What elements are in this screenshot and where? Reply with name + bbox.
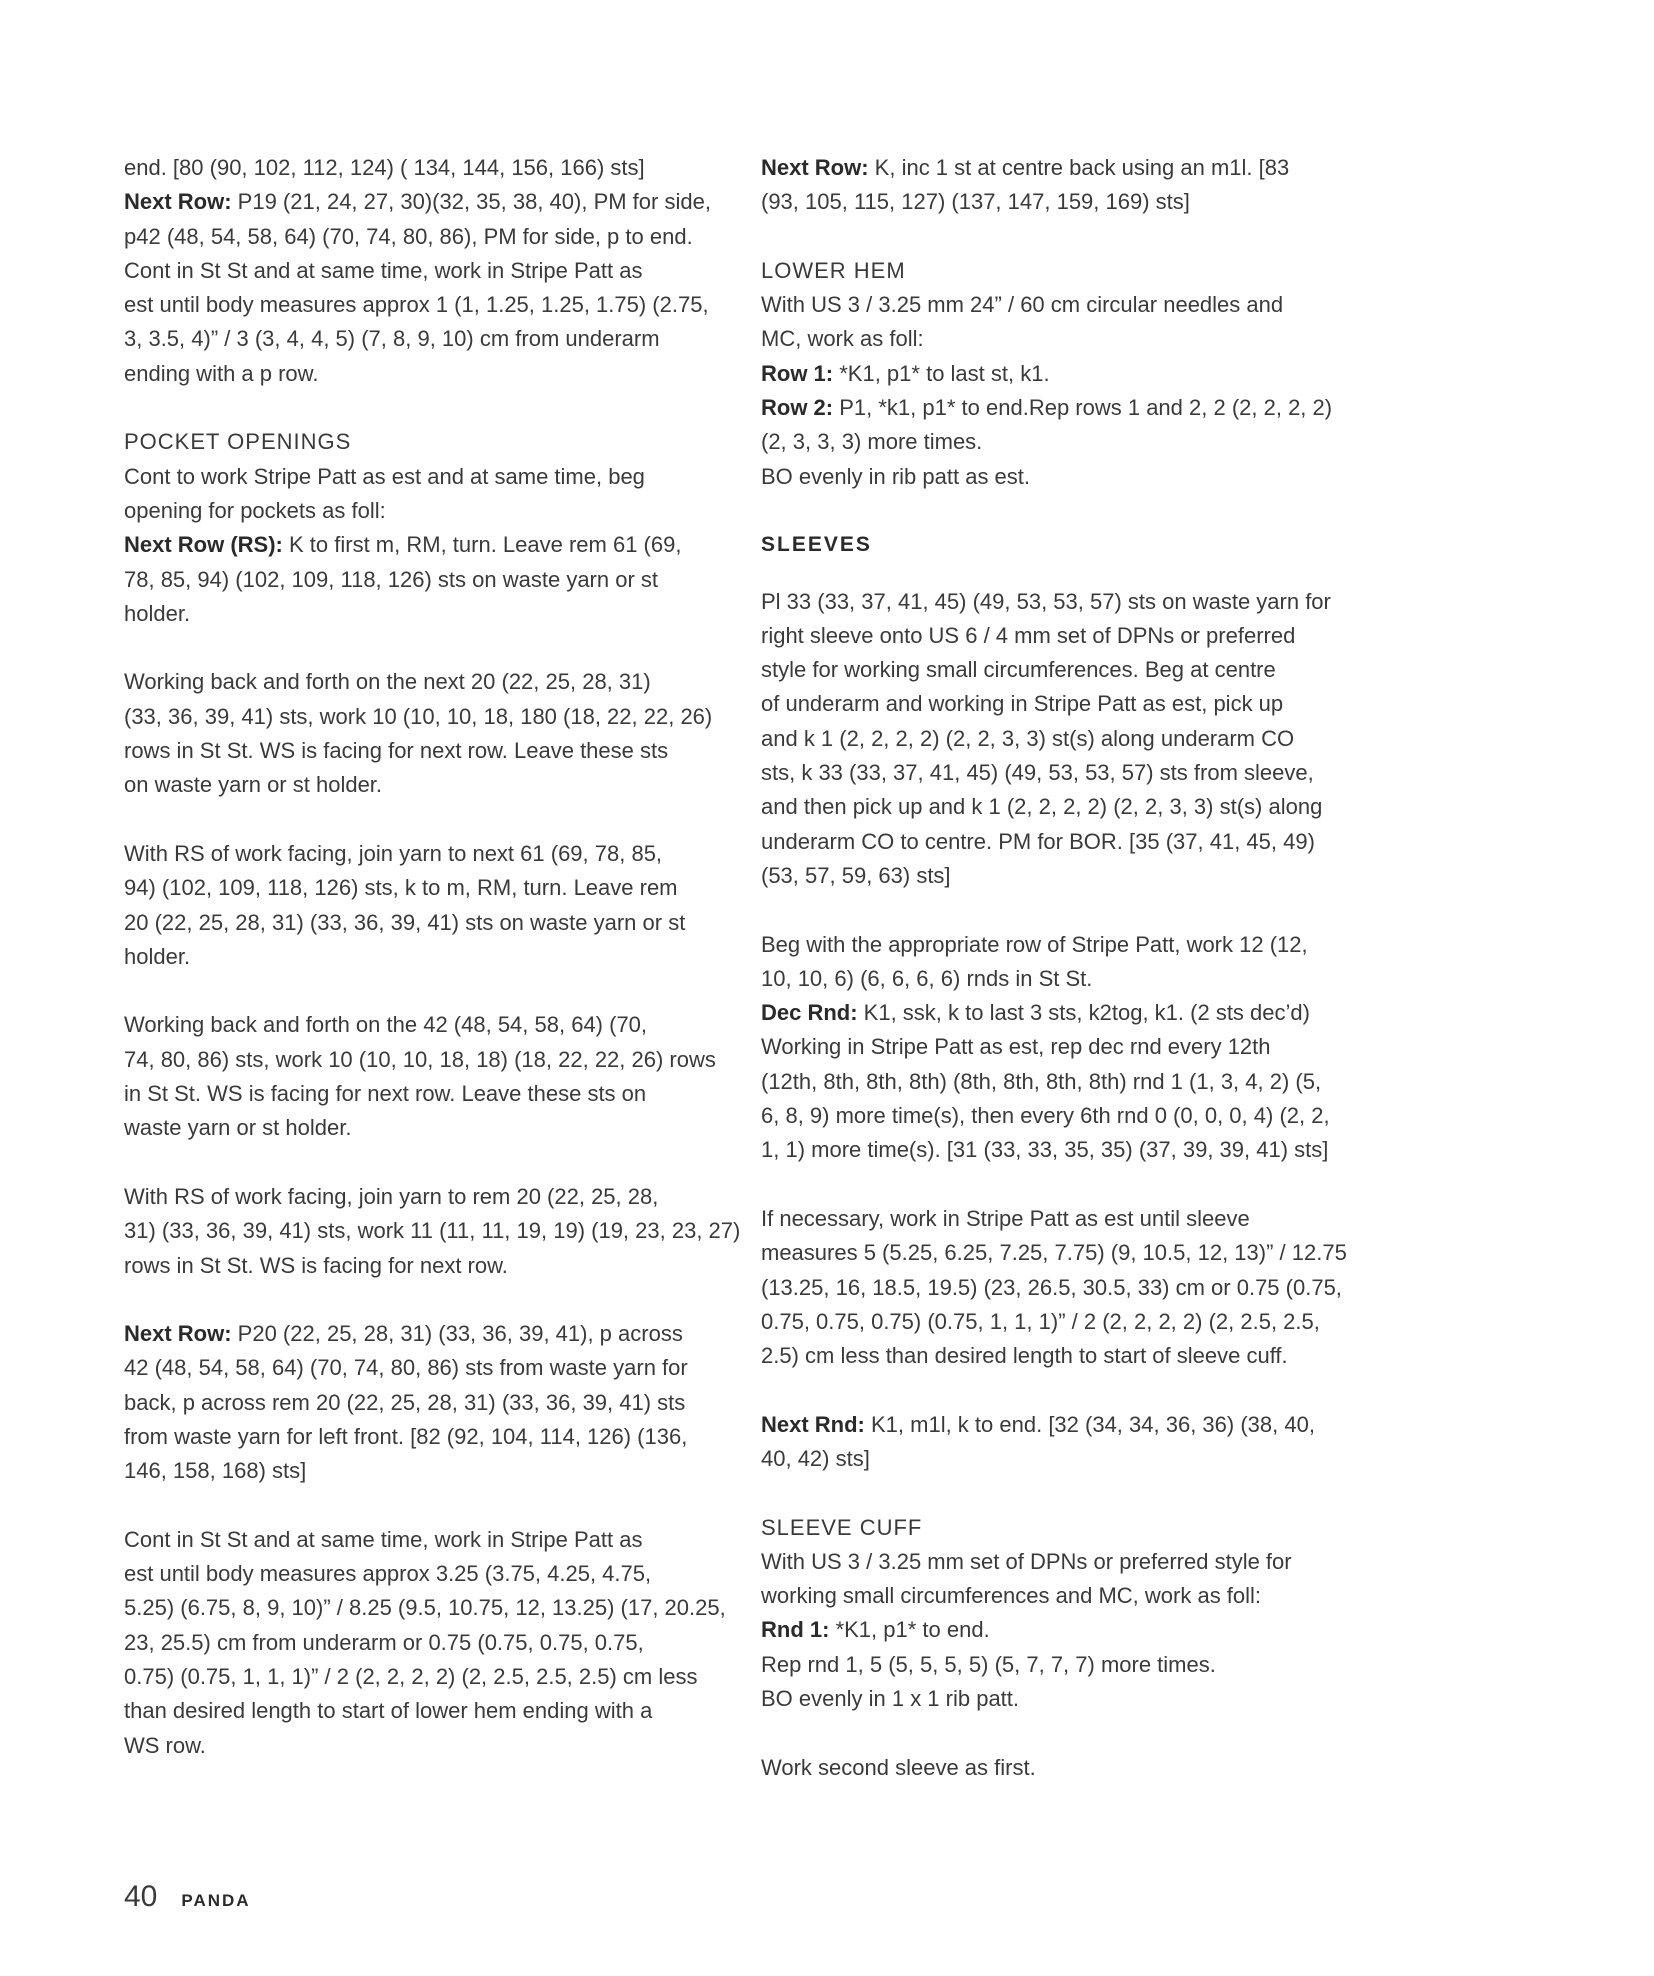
text-line [124, 1111, 724, 1145]
line-text: K to first m, RM, turn. Leave rem 61 (69, [282, 532, 682, 558]
bold-label: Row 1: [761, 360, 834, 386]
text-line [124, 1557, 724, 1591]
bold-label: Next Row: [761, 155, 869, 180]
line-text: 78, 85, 94) (102, 109, 118, 126) sts on waste yarn or st [124, 566, 659, 592]
line-text: waste yarn or st holder. [124, 1115, 352, 1141]
text-line [124, 185, 724, 219]
text-line [761, 1202, 1361, 1236]
text-line [761, 722, 1361, 756]
text-line [124, 837, 724, 871]
text-line [761, 391, 1361, 425]
line-text: (93, 105, 115, 127) (137, 147, 159, 169) sts] [761, 189, 1190, 215]
line-text: in St St. WS is facing for next row. Leave these sts on [124, 1081, 647, 1107]
text-line [124, 528, 724, 562]
text-line [761, 1579, 1361, 1613]
left-para-2 [124, 460, 724, 631]
text-line [124, 460, 724, 494]
line-text: 146, 158, 168) sts] [124, 1458, 307, 1484]
right-para-8 [761, 1751, 1361, 1785]
text-line [124, 734, 724, 768]
line-text: 10, 10, 6) (6, 6, 6, 6) rnds in St St. [761, 965, 1093, 991]
text-line [761, 928, 1361, 962]
text-line [761, 1133, 1361, 1167]
text-line [124, 871, 724, 905]
line-text: P20 (22, 25, 28, 31) (33, 36, 39, 41), p across [231, 1321, 683, 1347]
line-text: Working back and forth on the next 20 (22, 25, 28, 31) [124, 669, 651, 695]
right-para-4 [761, 928, 1361, 1168]
text-line [761, 425, 1361, 459]
text-line [761, 357, 1361, 391]
line-text: 5.25) (6.75, 8, 9, 10)” / 8.25 (9.5, 10.75, 12, 13.25) (17, 20.25, [124, 1595, 726, 1621]
sleeve-cuff-heading: SLEEVE CUFF [761, 1514, 923, 1540]
line-text: P1, *k1, p1* to end.Rep rows 1 and 2, 2 (2, 2, 2, 2) [833, 395, 1333, 421]
text-line [124, 1729, 724, 1763]
text-line [761, 619, 1361, 653]
right-para-7 [761, 1545, 1361, 1716]
text-line [124, 288, 724, 322]
text-line [124, 597, 724, 631]
text-line [124, 700, 724, 734]
text-line [761, 1099, 1361, 1133]
text-line [761, 756, 1361, 790]
line-text: rows in St St. WS is facing for next row. [124, 1252, 508, 1278]
right-para-3 [761, 585, 1361, 894]
right-para-2 [761, 288, 1361, 494]
line-text: ending with a p row. [124, 360, 319, 386]
line-text: *K1, p1* to end. [829, 1617, 990, 1643]
text-line [124, 1694, 724, 1728]
line-text: end. [80 (90, 102, 112, 124) ( 134, 144, 156, 166) sts] [124, 155, 645, 180]
line-text: 94) (102, 109, 118, 126) sts, k to m, RM, turn. Leave rem [124, 875, 678, 901]
line-text: 1, 1) more time(s). [31 (33, 33, 35, 35) (37, 39, 39, 41) sts] [761, 1137, 1329, 1163]
line-text: Rep rnd 1, 5 (5, 5, 5, 5) (5, 7, 7, 7) more times. [761, 1651, 1216, 1677]
left-para-4 [124, 837, 724, 974]
text-line [124, 665, 724, 699]
text-line [761, 1648, 1361, 1682]
text-line [761, 962, 1361, 996]
line-text: right sleeve onto US 6 / 4 mm set of DPNs or preferred [761, 622, 1296, 648]
line-text: Pl 33 (33, 37, 41, 45) (49, 53, 53, 57) sts on waste yarn for [761, 588, 1331, 614]
line-text: Cont in St St and at same time, work in Stripe Patt as [124, 1526, 643, 1552]
bold-label: Next Rnd: [761, 1411, 865, 1437]
line-text: With US 3 / 3.25 mm set of DPNs or preferred style for [761, 1548, 1292, 1574]
text-line [124, 357, 724, 391]
text-line [761, 1545, 1361, 1579]
line-text: (33, 36, 39, 41) sts, work 10 (10, 10, 18, 180 (18, 22, 22, 26) [124, 703, 713, 729]
lower-hem-heading: LOWER HEM [761, 257, 906, 283]
text-line [124, 1386, 724, 1420]
line-text: Cont to work Stripe Patt as est and at same time, beg [124, 463, 645, 489]
line-text: than desired length to start of lower hem ending with a [124, 1698, 653, 1724]
text-line [124, 1351, 724, 1385]
bold-label: Row 2: [761, 395, 834, 421]
line-text: underarm CO to centre. PM for BOR. [35 (37, 41, 45, 49) [761, 828, 1315, 854]
text-line [761, 185, 1361, 219]
line-text: style for working small circumferences. Beg at centre [761, 657, 1276, 683]
line-text: Working back and forth on the 42 (48, 54, 58, 64) (70, [124, 1012, 648, 1038]
right-para-5 [761, 1202, 1361, 1373]
line-text: 40, 42) sts] [761, 1445, 870, 1471]
line-text: 0.75, 0.75, 0.75) (0.75, 1, 1, 1)” / 2 (2, 2, 2, 2) (2, 2.5, 2.5, [761, 1308, 1320, 1334]
text-line [124, 1660, 724, 1694]
text-line [124, 1317, 724, 1351]
text-line [761, 1408, 1361, 1442]
left-column [124, 151, 741, 1763]
line-text: K1, m1l, k to end. [32 (34, 34, 36, 36) (38, 40, [864, 1411, 1315, 1437]
line-text: back, p across rem 20 (22, 25, 28, 31) (33, 36, 39, 41) sts [124, 1389, 686, 1415]
text-line [761, 322, 1361, 356]
line-text: 23, 25.5) cm from underarm or 0.75 (0.75, 0.75, 0.75, [124, 1629, 644, 1655]
page-number: 40 [124, 1880, 158, 1913]
text-line [761, 1305, 1361, 1339]
right-column [761, 151, 1361, 1785]
text-line [124, 1626, 724, 1660]
text-line [761, 825, 1361, 859]
text-line [761, 996, 1361, 1030]
text-line [124, 1249, 724, 1283]
text-line [761, 1613, 1361, 1647]
line-text: measures 5 (5.25, 6.25, 7.25, 7.75) (9, 10.5, 12, 13)” / 12.75 [761, 1240, 1347, 1266]
line-text: (12th, 8th, 8th, 8th) (8th, 8th, 8th, 8th) rnd 1 (1, 3, 4, 2) (5, [761, 1068, 1322, 1094]
text-line [124, 563, 724, 597]
text-line [761, 1030, 1361, 1064]
text-line [124, 1043, 724, 1077]
pocket-openings-heading: POCKET OPENINGS [124, 429, 352, 455]
line-text: 6, 8, 9) more time(s), then every 6th rnd 0 (0, 0, 0, 4) (2, 2, [761, 1103, 1330, 1129]
page-footer [124, 1880, 251, 1914]
line-text: WS row. [124, 1732, 206, 1758]
line-text: est until body measures approx 1 (1, 1.25, 1.25, 1.75) (2.75, [124, 292, 709, 318]
line-text: and then pick up and k 1 (2, 2, 2, 2) (2, 2, 3, 3) st(s) along [761, 794, 1323, 820]
left-para-8 [124, 1523, 724, 1763]
line-text: MC, work as foll: [761, 326, 924, 352]
line-text: Work second sleeve as first. [761, 1754, 1036, 1780]
text-line [124, 1420, 724, 1454]
text-line [124, 1008, 724, 1042]
line-text: holder. [124, 600, 191, 626]
text-line [761, 1751, 1361, 1785]
text-line [124, 1077, 724, 1111]
line-text: (53, 57, 59, 63) sts] [761, 862, 951, 888]
line-text: holder. [124, 943, 191, 969]
left-para-7 [124, 1317, 724, 1488]
line-text: 3, 3.5, 4)” / 3 (3, 4, 4, 5) (7, 8, 9, 10) cm from underarm [124, 326, 660, 352]
line-text: *K1, p1* to last st, k1. [833, 360, 1050, 386]
bold-label: Next Row: [124, 1321, 232, 1347]
line-text: K1, ssk, k to last 3 sts, k2tog, k1. (2 sts dec’d) [857, 1000, 1310, 1026]
text-line [761, 653, 1361, 687]
bold-label: Next Row (RS): [124, 532, 283, 558]
text-line [124, 1591, 724, 1625]
line-text: With RS of work facing, join yarn to next 61 (69, 78, 85, [124, 840, 663, 866]
bold-label: Rnd 1: [761, 1617, 830, 1643]
line-text: Beg with the appropriate row of Stripe Patt, work 12 (12, [761, 931, 1308, 957]
line-text: With US 3 / 3.25 mm 24” / 60 cm circular needles and [761, 292, 1284, 318]
text-line [124, 1214, 741, 1248]
text-line [124, 1180, 724, 1214]
text-line [124, 768, 724, 802]
text-line [124, 151, 724, 185]
text-line [761, 1271, 1361, 1305]
right-para-6 [761, 1408, 1361, 1477]
line-text: 0.75) (0.75, 1, 1, 1)” / 2 (2, 2, 2, 2) (2, 2.5, 2.5, 2.5) cm less [124, 1664, 698, 1690]
text-line [124, 220, 724, 254]
line-text: sts, k 33 (33, 37, 41, 45) (49, 53, 53, 57) sts from sleeve, [761, 760, 1314, 786]
line-text: from waste yarn for left front. [82 (92, 104, 114, 126) (136, [124, 1423, 688, 1449]
line-text: 20 (22, 25, 28, 31) (33, 36, 39, 41) sts on waste yarn or st [124, 909, 686, 935]
text-line [761, 859, 1361, 893]
left-para-6 [124, 1180, 741, 1283]
line-text: BO evenly in rib patt as est. [761, 463, 1031, 489]
text-line [124, 906, 724, 940]
left-para-5 [124, 1008, 724, 1145]
left-para-1 [124, 151, 724, 391]
line-text: of underarm and working in Stripe Patt as est, pick up [761, 691, 1284, 717]
line-text: 42 (48, 54, 58, 64) (70, 74, 80, 86) sts from waste yarn for [124, 1355, 688, 1381]
line-text: rows in St St. WS is facing for next row. Leave these sts [124, 738, 669, 764]
line-text: With RS of work facing, join yarn to rem 20 (22, 25, 28, [124, 1183, 659, 1209]
right-para-1 [761, 151, 1361, 220]
line-text: (2, 3, 3, 3) more times. [761, 429, 983, 455]
text-line [124, 254, 724, 288]
text-line [124, 494, 724, 528]
line-text: P19 (21, 24, 27, 30)(32, 35, 38, 40), PM for side, [231, 189, 711, 215]
line-text: 31) (33, 36, 39, 41) sts, work 11 (11, 11, 19, 19) (19, 23, 23, 27) [124, 1218, 741, 1244]
text-line [761, 151, 1361, 185]
text-line [124, 940, 724, 974]
left-para-3 [124, 665, 724, 802]
text-line [761, 1065, 1361, 1099]
text-line [124, 322, 724, 356]
bold-label: Dec Rnd: [761, 1000, 858, 1026]
text-line [124, 1454, 724, 1488]
line-text: on waste yarn or st holder. [124, 772, 383, 798]
line-text: and k 1 (2, 2, 2, 2) (2, 2, 3, 3) st(s) along underarm CO [761, 725, 1295, 751]
text-line [761, 687, 1361, 721]
line-text: Working in Stripe Patt as est, rep dec rnd every 12th [761, 1034, 1271, 1060]
line-text: opening for pockets as foll: [124, 497, 386, 523]
line-text: BO evenly in 1 x 1 rib patt. [761, 1686, 1020, 1712]
text-line [761, 585, 1361, 619]
text-line [761, 1339, 1361, 1373]
bold-label: Next Row: [124, 189, 232, 215]
text-line [761, 288, 1361, 322]
line-text: (13.25, 16, 18.5, 19.5) (23, 26.5, 30.5, 33) cm or 0.75 (0.75, [761, 1274, 1342, 1300]
line-text: K, inc 1 st at centre back using an m1l. [83 [868, 155, 1290, 180]
text-line [761, 460, 1361, 494]
line-text: working small circumferences and MC, work as foll: [761, 1583, 1262, 1609]
sleeves-heading: SLEEVES [761, 533, 872, 557]
line-text: Cont in St St and at same time, work in Stripe Patt as [124, 257, 643, 283]
text-line [761, 1236, 1361, 1270]
text-line [761, 1442, 1361, 1476]
line-text: p42 (48, 54, 58, 64) (70, 74, 80, 86), PM for side, p to end. [124, 223, 693, 249]
text-line [761, 790, 1361, 824]
text-line [761, 1682, 1361, 1716]
line-text: 2.5) cm less than desired length to start of sleeve cuff. [761, 1343, 1288, 1369]
line-text: est until body measures approx 3.25 (3.75, 4.25, 4.75, [124, 1561, 652, 1587]
line-text: If necessary, work in Stripe Patt as est until sleeve [761, 1205, 1250, 1231]
line-text: 74, 80, 86) sts, work 10 (10, 10, 18, 18) (18, 22, 22, 26) rows [124, 1046, 716, 1072]
book-title: PANDA [181, 1891, 251, 1910]
text-line [124, 1523, 724, 1557]
